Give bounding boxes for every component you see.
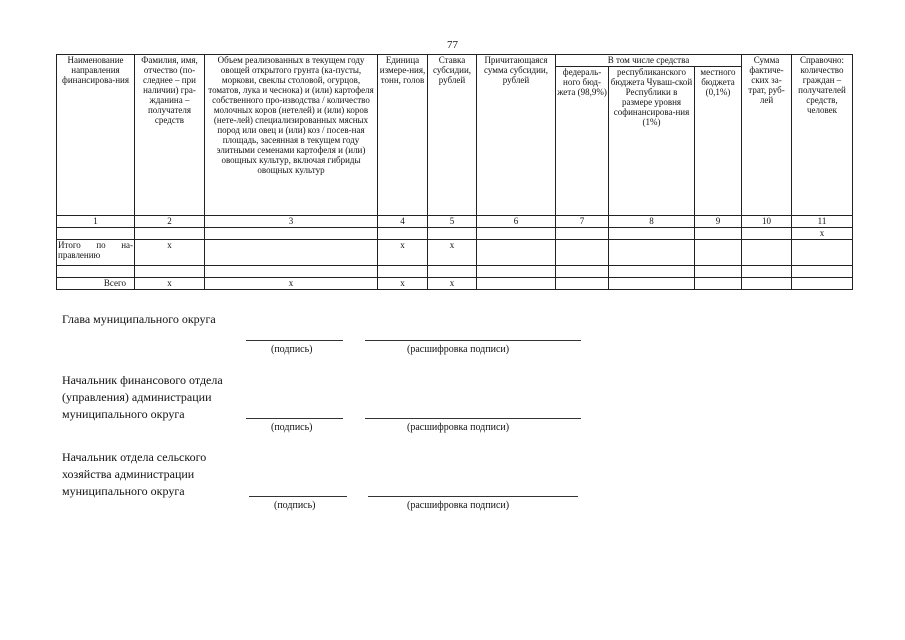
x-mark: x bbox=[428, 240, 477, 266]
decode-caption: (расшифровка подписи) bbox=[407, 344, 510, 355]
x-mark: x bbox=[792, 228, 853, 240]
itogo-row bbox=[57, 240, 853, 266]
x-mark: x bbox=[378, 240, 428, 266]
header-volume: Объем реализованных в текущем году овощей открытого грунта (ка-пусты, моркови, свеклы столовой, огурцов, томатов, лука и чеснока) и (или) картофеля собственного про-изводства / количество молочных коров (нетелей) и (или) коров (нете-лей) специализированных мясных пород или овец и (или) коз / посев-ная площадь, засеянная в текущем году элитными семенами картофеля и (или) овощных культур, включая гибриды овощных культур bbox=[205, 55, 378, 216]
signature-title-finance: Начальник финансового отдела (управления) администрации муниципального округа bbox=[62, 373, 223, 421]
header-federal: федераль-ного бюд-жета (98,9%) bbox=[556, 67, 609, 216]
signature-line bbox=[249, 496, 347, 497]
header-direction: Наименование направления финансирова-ния bbox=[57, 55, 135, 216]
col-number: 9 bbox=[695, 216, 742, 228]
header-due-sum: Причитающаяся сумма субсидии, рублей bbox=[477, 55, 556, 216]
header-republic: республиканского бюджета Чуваш-ской Республики в размере уровня софинансирова-ния (1%) bbox=[609, 67, 695, 216]
decode-caption: (расшифровка подписи) bbox=[407, 500, 510, 511]
signature-title-agriculture: Начальник отдела сельского хозяйства администрации муниципального округа bbox=[62, 450, 207, 498]
sign-caption: (подпись) bbox=[274, 500, 316, 511]
header-rate: Ставка субсидии, рублей bbox=[428, 55, 477, 216]
decode-line bbox=[365, 418, 581, 419]
header-local: местного бюджета (0,1%) bbox=[695, 67, 742, 216]
header-group: В том числе средства bbox=[556, 55, 742, 67]
page-number: 77 bbox=[447, 39, 458, 51]
x-mark: x bbox=[378, 278, 428, 290]
subsidy-table bbox=[56, 54, 853, 290]
number-row bbox=[57, 216, 853, 228]
sign-caption: (подпись) bbox=[271, 344, 313, 355]
col-number: 10 bbox=[742, 216, 792, 228]
table-row bbox=[57, 228, 853, 240]
x-mark: x bbox=[205, 278, 378, 290]
x-mark: x bbox=[135, 278, 205, 290]
header-unit: Единица измере-ния, тонн, голов bbox=[378, 55, 428, 216]
x-mark: x bbox=[135, 240, 205, 266]
decode-line bbox=[365, 340, 581, 341]
col-number: 2 bbox=[135, 216, 205, 228]
header-row-1 bbox=[57, 55, 853, 67]
table-row bbox=[57, 266, 853, 278]
decode-line bbox=[368, 496, 578, 497]
col-number: 6 bbox=[477, 216, 556, 228]
signature-title-head: Глава муниципального округа bbox=[62, 312, 216, 326]
col-number: 8 bbox=[609, 216, 695, 228]
itogo-label: Итого по на-правлению bbox=[57, 240, 135, 266]
header-actual-costs: Сумма фактиче-ских за-трат, руб-лей bbox=[742, 55, 792, 216]
vsego-label: Всего bbox=[57, 278, 135, 290]
header-recipients-count: Справочно: количество граждан – получателей средств, человек bbox=[792, 55, 853, 216]
col-number: 3 bbox=[205, 216, 378, 228]
col-number: 1 bbox=[57, 216, 135, 228]
header-fio: Фамилия, имя, отчество (по-следнее – при наличии) гра-жданина – получателя средств bbox=[135, 55, 205, 216]
sign-caption: (подпись) bbox=[271, 422, 313, 433]
col-number: 11 bbox=[792, 216, 853, 228]
x-mark: x bbox=[428, 278, 477, 290]
col-number: 5 bbox=[428, 216, 477, 228]
signature-line bbox=[246, 340, 343, 341]
decode-caption: (расшифровка подписи) bbox=[407, 422, 510, 433]
signature-line bbox=[246, 418, 343, 419]
col-number: 7 bbox=[556, 216, 609, 228]
vsego-row bbox=[57, 278, 853, 290]
col-number: 4 bbox=[378, 216, 428, 228]
